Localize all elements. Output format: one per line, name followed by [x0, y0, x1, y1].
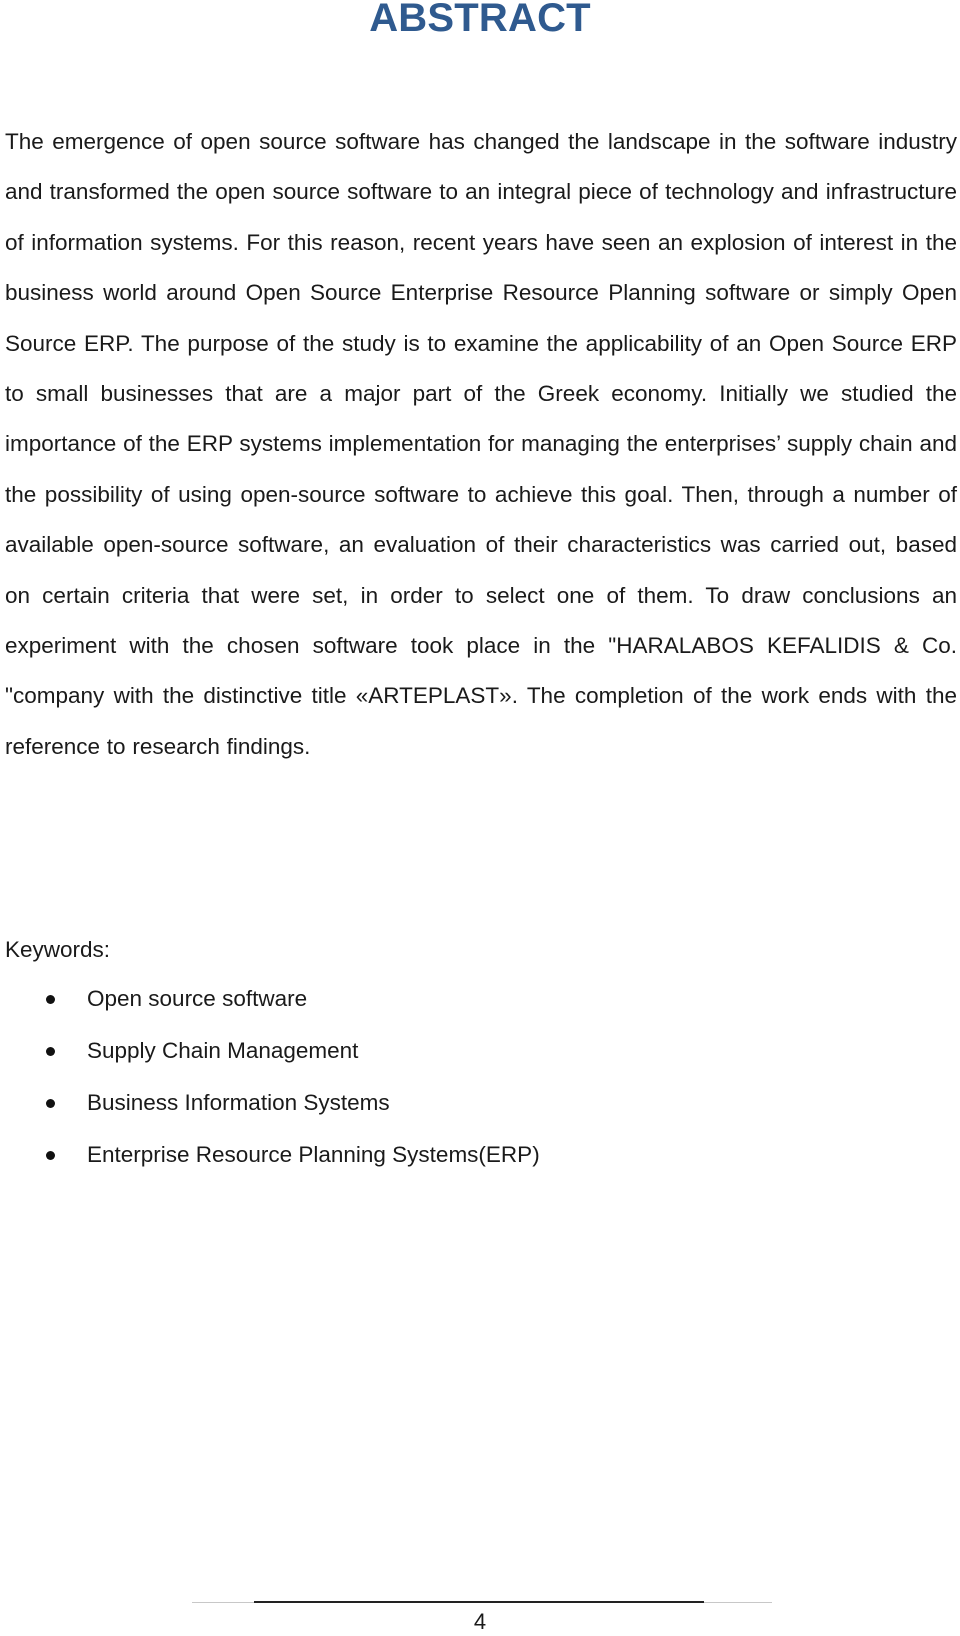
- page-number: 4: [473, 1609, 487, 1634]
- keyword-text: Supply Chain Management: [87, 1038, 359, 1063]
- keywords-label: Keywords:: [5, 937, 111, 962]
- footer-divider-accent: [254, 1601, 704, 1603]
- keyword-item: [0, 1081, 540, 1133]
- keyword-text: Business Information Systems: [87, 1090, 390, 1115]
- abstract-paragraph: The emergence of open source software has changed the landscape in the software industry and transformed the open source software to an integral piece of technology and infrastructure of information systems. For this reason, recent years have seen an explosion of interest in the business world around Open Source Enterprise Resource Planning software or simply Open Source ERP. The purpose of the study is to examine the applicability of an Open Source ERP to small businesses that are a major part of the Greek economy. Initially we studied the importance of the ERP systems implementation for managing the enterprises’ supply chain and the possibility of using open-source software to achieve this goal. Then, through a number of available open-source software, an evaluation of their characteristics was carried out, based on certain criteria that were set, in order to select one of them. To draw conclusions an experiment with the chosen software took place in the "HARALABOS KEFALIDIS & Co. "company with the distinctive title «ARTEPLAST». The completion of the work ends with the reference to research findings.: [5, 129, 957, 759]
- keyword-text: Open source software: [87, 986, 308, 1011]
- keyword-item: [0, 977, 540, 1029]
- page-title: ABSTRACT: [369, 0, 591, 40]
- bullet-icon: [46, 1047, 55, 1056]
- bullet-icon: [46, 1099, 55, 1108]
- bullet-icon: [46, 1151, 55, 1160]
- keywords-list: [0, 977, 540, 1185]
- keyword-item: [0, 1029, 540, 1081]
- keyword-item: [0, 1133, 540, 1185]
- keyword-text: Enterprise Resource Planning Systems(ERP): [87, 1142, 540, 1167]
- bullet-icon: [46, 995, 55, 1004]
